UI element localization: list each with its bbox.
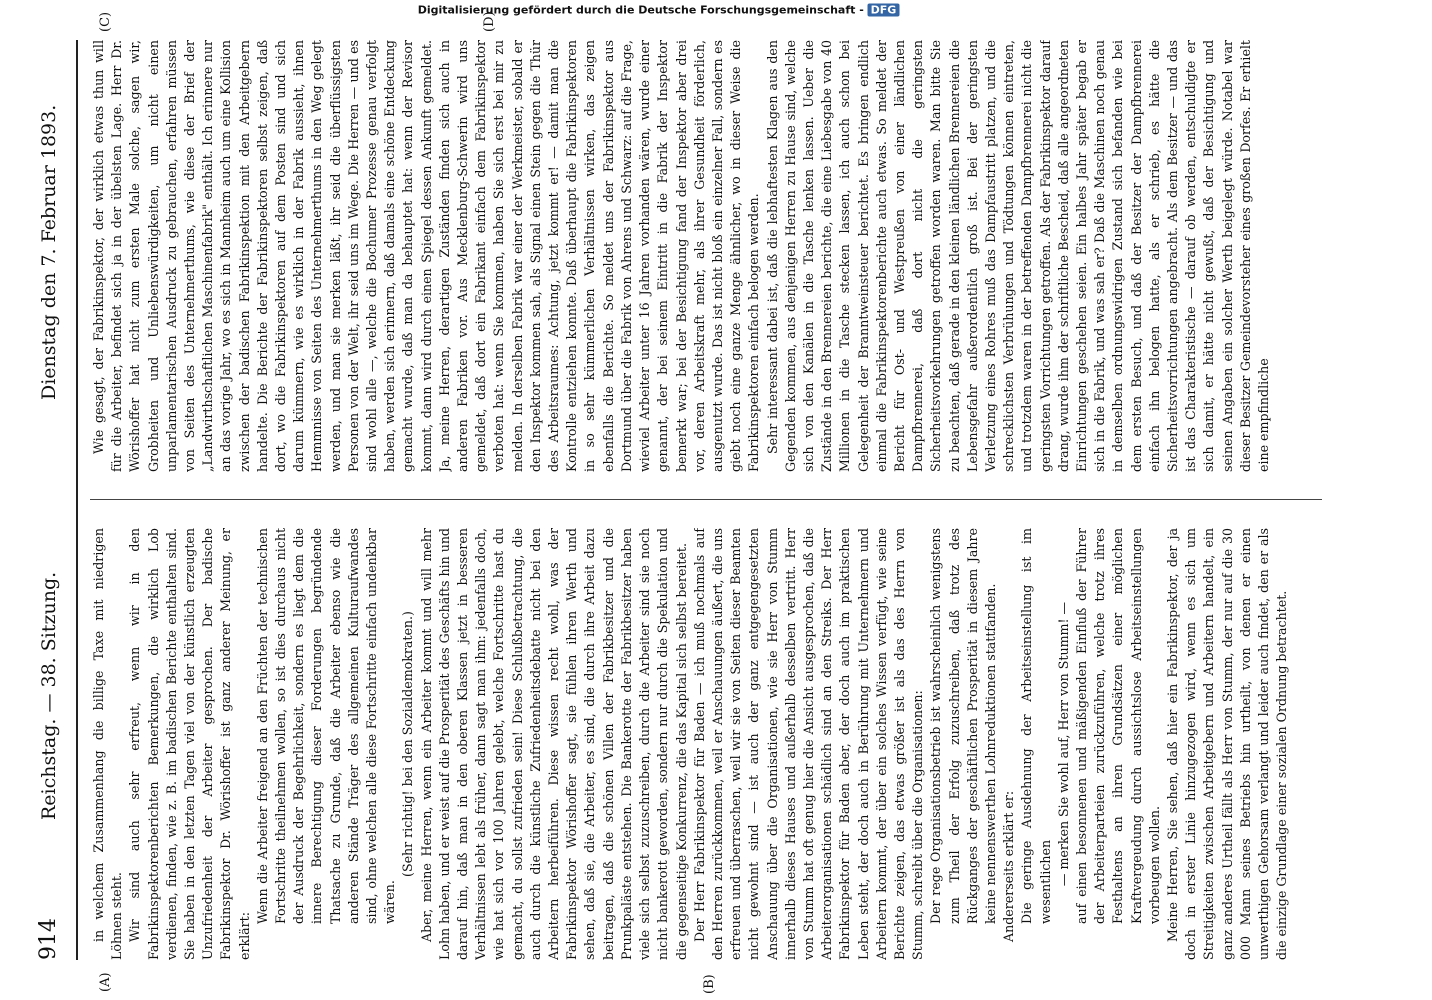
interjection: (Sehr richtig! bei den Sozialdemokraten.) bbox=[400, 611, 416, 877]
paragraph: Sehr interessant dabei ist, daß die lebhaftesten Klagen aus den Gegenden kommen, aus denjenigen Herren zu Hause sind, welche sich von den Kanälen in die Tasche lenken lassen. Ueber die Zustände in den Brennereien berichte, die eine Liebesgabe von 40 Millionen in die Tasche stecken lassen, ich auch schon bei Gelegenheit der Branntweinsteuer berichtet. Es bringen endlich einmal die Fabrikinspektorenberichte auch etwas. So meldet der Bericht für Ost- und Westpreußen von einer ländlichen Dampfbrennerei, daß dort nicht die geringsten Sicherheitsvorkehrungen getroffen worden waren. Man bitte Sie zu beachten, daß gerade in den kleinen ländlichen Brennereien die Lebensgefahr außerordentlich groß ist. Bei der geringsten Verletzung eines Rohres muß das Dampfaustritt platzen, und die schrecklichsten Verbrühungen und Tödtungen können eintreten, und trotzdem waren in der betreffenden Dampfbrennerei nicht die geringsten Vorrichtungen getroffen. Als der Fabrikinspektor darauf drang, wurde ihm der schriftliche Bescheid, daß alle angeordneten Einrichtungen geschehen seien. Ein halbes Jahr später begab er sich in die Fabrik, und was sah er? Daß die Maschinen noch genau in demselben ordnungswidrigen Zustand sich befanden wie bei dem ersten Besuch, und daß der Besitzer der Dampfbrennerei einfach ihn belogen hatte, als er schrieb, es hätte die Sicherheitsvorrichtungen angebracht. Als dem Besitzer — und das ist das Charakteristische — darauf ob werden, entschuldigte er sich damit, er hätte nicht gewußt, daß der Besichtigung und seinen Angaben ein solcher Werth beigelegt würde. Notabel war dieser Besitzer Gemeindevorsteher eines großen Dorfes. Er erhielt eine empfindliche bbox=[764, 40, 1271, 472]
left-text-column bbox=[90, 528, 1322, 960]
margin-marker-d: (D) bbox=[482, 11, 497, 32]
quoted-paragraph: Die geringe Ausdehnung der Arbeitseinstellung ist im wesentlichen bbox=[1019, 528, 1053, 924]
paragraph: Meine Herren, Sie sehen, daß hier ein Fabrikinspektor, der ja doch in erster Linie hinzugezogen wird, wenn es sich um Streitigkeiten zwischen Arbeitgebern und Arbeitern handelt, ein ganz anderes Urtheil fällt als Herr von Stumm, der nur auf die 30 000 Mann seines Betriebs hin urtheilt, von denen er einen unwerthigen Gehorsam verlangt und leider auch findet, den er als die einzige Grundlage einer sozialen Ordnung betrachtet. bbox=[1164, 528, 1290, 960]
right-text-column bbox=[90, 40, 1322, 472]
interjection: — merken Sie wohl auf, Herr von Stumm! — bbox=[1055, 601, 1071, 887]
margin-marker-b: (B) bbox=[702, 974, 717, 994]
column-divider bbox=[90, 499, 1322, 500]
paragraph: Wir sind auch sehr erfreut, wenn wir in den Fabrikinspektorenberichten Bemerkungen, die wirklich Lob verdienen, finden, wie z. B. im badischen Berichte enthalten sind. Sie haben in den letzten Tagen viel von der künstlich erzeugten Unzufriedenheit der Arbeiter gesprochen. Der badische Fabrikinspektor Dr. Wörishoffer ist ganz anderer Meinung, er erklärt: bbox=[127, 528, 252, 960]
quoted-paragraph: Wenn die Arbeiter freigend an den Früchten der technischen Fortschritte theilnehmen wollen, so ist dies durchaus nicht der Ausdruck der Begehrlichkeit, sondern es liegt dem die innere Berechtigung dieser Forderungen begründende Thatsache zu Grunde, daß die Arbeiter ebenso wie die anderen Stände Träger des allgemeinen Kulturaufwandes sind, ohne welchen alle diese Fortschritte einfach undenkbar wären. bbox=[254, 528, 398, 924]
page-number: 914 bbox=[36, 918, 61, 960]
header-date-title: Dienstag den 7. Februar 1893. bbox=[38, 104, 60, 400]
dfg-logo: DFG bbox=[868, 4, 900, 17]
digitization-notice-text: Digitalisierung gefördert durch die Deutsche Forschungsgemeinschaft - bbox=[417, 3, 864, 17]
header-session-title: Reichstag. — 38. Sitzung. bbox=[38, 571, 60, 820]
margin-marker-c: (C) bbox=[98, 11, 113, 32]
paragraph: Aber, meine Herren, wenn ein Arbeiter kommt und will mehr Lohn haben, und er weist auf die Prosperität des Geschäfts hin und darauf hin, daß man in den oberen Klassen jetzt in besseren Verhältnissen lebt als früher, dann sagt man ihm: jedenfalls doch, wie hat sich vor 100 Jahren gelebt, welche Fortschritte hast du gemacht, du sollst zufrieden sein! Diese Schlußbetrachtung, die auch durch die künstliche Zufriedenheitsdebatte nicht bei den Arbeitern herbeiführen. Diese wissen recht wohl, was der Fabrikinspektor Wörishoffer sagt, sie fühlen ihren Werth und sehen, daß sie, die Arbeiter, es sind, die durch ihre Arbeit dazu beitragen, daß die schönen Villen der Fabrikbesitzer und die Prunkpaläste entstehen. Die Bankerotte der Fabrikbesitzer haben viele sich selbst zuzuschreiben, durch die Arbeiter sind sie noch nicht bankerott geworden, sondern nur durch die Spekulation und die gegenseitige Konkurrenz, die das Kapital sich selbst bereitet. bbox=[418, 528, 689, 960]
quoted-paragraph: auf einen besonnenen und mäßigenden Einfluß der Führer der Arbeiterparteien zurückzuführen, welche trotz ihres Festhaltens an ihren Grundsätzen einer möglichen Kraftvergeudung durch aussichtslose Arbeitseinstellungen vorbeugen wollen. bbox=[1073, 528, 1162, 924]
paragraph: in welchem Zusammenhang die billige Taxe mit niedrigen Löhnen steht. bbox=[91, 528, 125, 960]
margin-marker-a: (A) bbox=[98, 972, 113, 992]
quoted-paragraph: Der rege Organisationsbetrieb ist wahrscheinlich wenigstens zum Theil der Erfolg zuzuschreiben, daß trotz des Rückganges der geschäftlichen Prosperität in diesem Jahre keine nennenswerthen Lohnreduktionen stattfanden. bbox=[928, 528, 998, 924]
rotated-document-page bbox=[12, 0, 1342, 1000]
paragraph: Wie gesagt, der Fabrikinspektor, der wirklich etwas thun will für die Arbeiter, befindet sich ja in der übelsten Lage. Herr Dr. Wörishoffer hat nicht zum ersten Male solche, sagen wir, Grobheiten und Unliebenswürdigkeiten, um nicht einen unparlamentarischen Ausdruck zu gebrauchen, erfahren müssen von Seiten des Unternehmerthums, wie diese der Brief der „Landwirthschaftlichen Maschinenfabrik" enthält. Ich erinnere nur an das vorige Jahr, wo es sich in Mannheim auch um eine Kollision zwischen der badischen Fabrikinspektion mit den Arbeitgebern handelte. Die Berichte der Fabrikinspektoren selbst zeigen, daß dort, wo die Fabrikinspektoren auf dem Posten sind und sich darum kümmern, wie es wirklich in der Fabrik aussieht, ihnen Hemmnisse von Seiten des Unternehmerthums in den Weg gelegt werden, und man sie merken läßt, ihr seid die überflüssigsten Personen von der Welt, ihr seid uns im Wege. Die Herren — und es sind wohl alle —, welche die Bochumer Prozesse genau verfolgt haben, werden sich erinnern, daß damals eine schöne Entdeckung gemacht wurde, daß man da behauptet hat: wenn der Revisor kommt, dann wird durch einen Spiegel dessen Ankunft gemeldet. Ja, meine Herren, derartigen Zuständen finden sich auch in anderen Fabriken vor. Aus Mecklenburg-Schwerin wird uns gemeldet, daß dort ein Fabrikant einfach dem Fabrikinspektor verboten hat: wenn Sie kommen, haben Sie sich erst bei mir zu melden. In derselben Fabrik war einer der Werkmeister, sobald er den Inspektor kommen sah, als Signal einen Stein gegen die Thür des Arbeitsraumes: Achtung, jetzt kommt er! — damit man die Kontrolle entziehen konnte. Daß überhaupt die Fabrikinspektoren in so sehr kümmerlichen Verhältnissen wirken, das zeigen ebenfalls die Berichte. So meldet uns der Fabrikinspektor aus Dortmund über die Fabrik von Ahrens und Schwarz: auf die Frage, wieviel Arbeiter unter 16 Jahren vorhanden wären, wurde einer genannt, der bei seinem Eintritt in die Fabrik der Inspektor bemerkt war; bei der Besichtigung fand der Inspektor aber drei vor, deren Arbeitskraft mehr, als ihrer Gesundheit förderlich, ausgenutzt wurde. Das ist nicht bloß ein einzelner Fall, sondern es giebt noch eine ganze Menge ähnlicher, wo in dieser Weise die Fabrikinspektoren einfach belogen werden. bbox=[91, 40, 762, 472]
paragraph: Der Herr Fabrikinspektor für Baden — ich muß nochmals auf den Herren zurückkommen, weil er Anschauungen äußert, die uns erfreuen und überraschen, weil wir sie von Seiten dieser Beamten nicht gewohnt sind — ist auch der ganz entgegengesetzten Anschauung über die Organisationen, wie sie Herr von Stumm innerhalb dieses Hauses und außerhalb desselben vertritt. Herr von Stumm hat oft genug hier die Ansicht ausgesprochen, daß die Arbeiterorganisationen schädlich sind an den Streiks. Der Herr Fabrikinspektor für Baden aber, der doch auch im praktischen Leben steht, der doch auch in Berührung mit Unternehmern und Arbeitern kommt, der über ein solches Wissen verfügt, wie seine Berichte zeigen, das etwas größer ist als das des Herrn von Stumm, schreibt über die Organisationen: bbox=[691, 528, 926, 960]
page-header bbox=[32, 40, 78, 960]
paragraph: Andererseits erklärt er: bbox=[1001, 790, 1017, 942]
